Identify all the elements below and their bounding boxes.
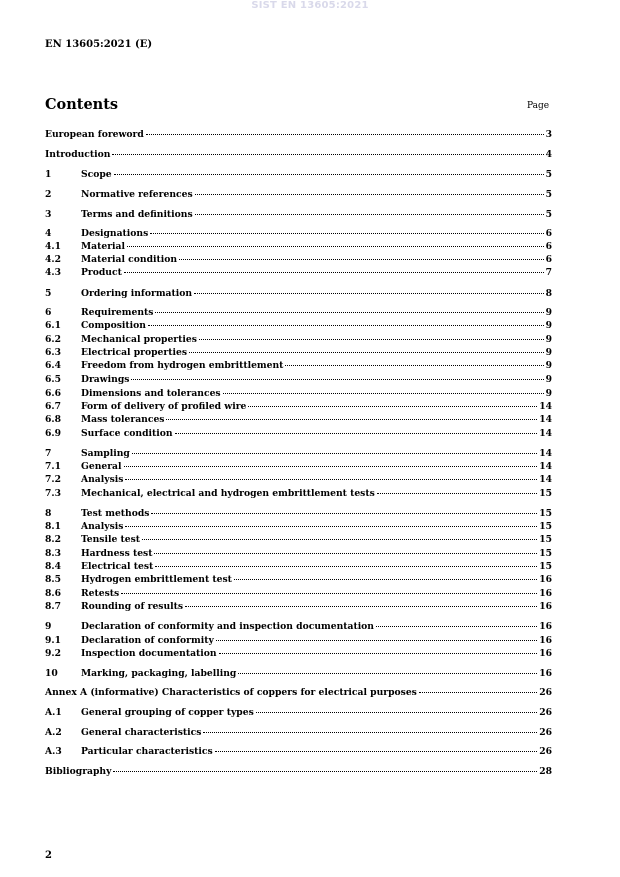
toc-entry[interactable]	[45, 745, 552, 758]
toc-entry-title: Material	[81, 241, 125, 252]
toc-entry-page: 16	[539, 574, 552, 585]
toc-dot-leader	[248, 406, 537, 407]
toc-entry-title: Particular characteristics	[81, 746, 213, 757]
toc-entry-number: 8.4	[45, 561, 61, 572]
toc-dot-leader	[151, 513, 537, 514]
toc-entry-title: General characteristics	[81, 727, 202, 738]
toc-entry-title: Ordering information	[81, 288, 193, 299]
toc-dot-leader	[203, 732, 537, 733]
toc-entry[interactable]	[45, 359, 552, 372]
toc-entry-title: Hydrogen embrittlement test	[81, 574, 232, 585]
toc-entry[interactable]	[45, 460, 552, 473]
page-column-label: Page	[527, 101, 550, 111]
document-id: EN 13605:2021 (E)	[45, 39, 153, 50]
toc-entry-title: European foreword	[45, 129, 144, 140]
toc-entry-number: 7.2	[45, 474, 61, 485]
toc-dot-leader	[189, 352, 544, 353]
toc-entry[interactable]	[45, 208, 552, 221]
toc-entry[interactable]	[45, 726, 552, 739]
toc-entry-number: 10	[45, 668, 58, 679]
toc-entry-title: Electrical test	[81, 561, 154, 572]
toc-entry[interactable]	[45, 346, 552, 359]
toc-dot-leader	[256, 712, 537, 713]
toc-dot-leader	[175, 433, 538, 434]
toc-dot-leader	[195, 194, 544, 195]
toc-entry[interactable]	[45, 547, 552, 560]
toc-entry-title: Scope	[81, 169, 112, 180]
toc-entry[interactable]	[45, 560, 552, 573]
toc-entry-title: Dimensions and tolerances	[81, 388, 221, 399]
toc-entry-number: 8	[45, 508, 52, 519]
toc-entry-number: 8.2	[45, 534, 61, 545]
toc-entry-page: 9	[545, 374, 552, 385]
toc-entry[interactable]	[45, 634, 552, 647]
toc-entry-page: 15	[539, 534, 552, 545]
toc-dot-leader	[150, 233, 543, 234]
toc-dot-leader	[148, 325, 544, 326]
toc-entry-page: 8	[545, 288, 552, 299]
toc-entry-title: Composition	[81, 320, 146, 331]
toc-dot-leader	[121, 593, 537, 594]
toc-entry[interactable]	[45, 620, 552, 633]
toc-entry[interactable]	[45, 686, 552, 699]
toc-entry-number: 6.1	[45, 320, 61, 331]
toc-entry-title: Inspection documentation	[81, 648, 217, 659]
toc-entry-title: Freedom from hydrogen embrittlement	[81, 360, 284, 371]
toc-entry-page: 16	[539, 601, 552, 612]
toc-entry[interactable]	[45, 400, 552, 413]
toc-dot-leader	[194, 293, 544, 294]
toc-entry-title: Test methods	[81, 508, 150, 519]
toc-entry-title: Material condition	[81, 254, 178, 265]
toc-entry-page: 6	[545, 241, 552, 252]
toc-dot-leader	[114, 174, 544, 175]
toc-dot-leader	[125, 479, 537, 480]
toc-entry-number: 6.2	[45, 334, 61, 345]
toc-entry-title: Analysis	[81, 474, 124, 485]
toc-entry-title: Product	[81, 267, 122, 278]
toc-dot-leader	[113, 771, 537, 772]
toc-entry-title: Terms and definitions	[81, 209, 193, 220]
page-number: 2	[45, 850, 52, 861]
toc-entry[interactable]	[45, 253, 552, 266]
toc-dot-leader	[155, 312, 543, 313]
toc-entry-title: Mechanical properties	[81, 334, 197, 345]
toc-entry-number: 8.5	[45, 574, 61, 585]
toc-entry-page: 16	[539, 621, 552, 632]
toc-entry-title: Normative references	[81, 189, 193, 200]
toc-entry-number: 4.2	[45, 254, 61, 265]
toc-entry-number: 3	[45, 209, 52, 220]
toc-entry-title: Introduction	[45, 149, 111, 160]
toc-entry-number: 8.3	[45, 548, 61, 559]
toc-entry-title: Designations	[81, 228, 149, 239]
toc-dot-leader	[124, 466, 538, 467]
toc-entry[interactable]	[45, 427, 552, 440]
toc-entry-number: A.3	[45, 746, 62, 757]
watermark: SIST EN 13605:2021	[251, 0, 369, 11]
toc-entry-number: 7.1	[45, 461, 61, 472]
toc-entry-number: 6.6	[45, 388, 61, 399]
toc-entry-title: Electrical properties	[81, 347, 187, 358]
toc-dot-leader	[377, 493, 537, 494]
toc-entry-page: 14	[539, 401, 552, 412]
toc-dot-leader	[166, 419, 537, 420]
toc-entry-page: 9	[545, 307, 552, 318]
toc-entry[interactable]	[45, 647, 552, 660]
toc-entry-page: 14	[539, 461, 552, 472]
toc-entry[interactable]	[45, 473, 552, 486]
toc-entry-page: 5	[545, 169, 552, 180]
toc-entry[interactable]	[45, 373, 552, 386]
toc-entry-number: 8.6	[45, 588, 61, 599]
toc-entry-number: 6.4	[45, 360, 61, 371]
toc-dot-leader	[125, 526, 537, 527]
toc-entry[interactable]	[45, 507, 552, 520]
toc-entry-page: 9	[545, 388, 552, 399]
toc-entry-page: 9	[545, 360, 552, 371]
toc-entry-page: 26	[539, 707, 552, 718]
toc-entry-page: 14	[539, 448, 552, 459]
toc-entry-title: Declaration of conformity	[81, 635, 214, 646]
toc-entry[interactable]	[45, 333, 552, 346]
toc-dot-leader	[124, 272, 544, 273]
toc-dot-leader	[216, 640, 537, 641]
toc-entry[interactable]	[45, 306, 552, 319]
toc-entry[interactable]	[45, 188, 552, 201]
toc-entry[interactable]	[45, 447, 552, 460]
toc-entry-number: 6.5	[45, 374, 61, 385]
toc-dot-leader	[131, 379, 543, 380]
toc-dot-leader	[185, 606, 537, 607]
toc-entry-page: 26	[539, 746, 552, 757]
toc-dot-leader	[146, 134, 544, 135]
toc-entry[interactable]	[45, 520, 552, 533]
toc-entry-number: A.1	[45, 707, 62, 718]
toc-entry-title: Marking, packaging, labelling	[81, 668, 237, 679]
toc-entry-page: 28	[539, 766, 552, 777]
toc-dot-leader	[238, 673, 537, 674]
toc-entry-title: Drawings	[81, 374, 130, 385]
toc-entry-number: 9.1	[45, 635, 61, 646]
toc-entry[interactable]	[45, 148, 552, 161]
toc-entry-title: Analysis	[81, 521, 124, 532]
toc-entry-number: 4	[45, 228, 52, 239]
toc-entry[interactable]	[45, 765, 552, 778]
toc-entry-number: 8.1	[45, 521, 61, 532]
toc-entry-number: 6.9	[45, 428, 61, 439]
toc-entry[interactable]	[45, 573, 552, 586]
toc-dot-leader	[112, 154, 543, 155]
toc-entry-page: 3	[545, 129, 552, 140]
toc-entry-page: 15	[539, 548, 552, 559]
toc-entry[interactable]	[45, 319, 552, 332]
toc-entry[interactable]	[45, 227, 552, 240]
toc-entry-page: 15	[539, 521, 552, 532]
toc-entry-number: 7.3	[45, 488, 61, 499]
toc-entry[interactable]	[45, 387, 552, 400]
toc-entry-page: 5	[545, 189, 552, 200]
toc-entry[interactable]	[45, 413, 552, 426]
toc-entry[interactable]	[45, 128, 552, 141]
toc-entry-page: 5	[545, 209, 552, 220]
toc-entry-page: 14	[539, 428, 552, 439]
toc-entry-number: 7	[45, 448, 52, 459]
toc-entry-title: Surface condition	[81, 428, 173, 439]
toc-entry-number: 1	[45, 169, 52, 180]
toc-dot-leader	[154, 553, 537, 554]
toc-dot-leader	[234, 579, 537, 580]
toc-dot-leader	[195, 214, 544, 215]
toc-entry-page: 6	[545, 228, 552, 239]
toc-entry-title: Hardness test	[81, 548, 153, 559]
toc-entry-title: Annex A (informative) Characteristics of coppers for electrical purposes	[45, 687, 417, 698]
toc-entry-number: 2	[45, 189, 52, 200]
toc-entry[interactable]	[45, 287, 552, 300]
toc-dot-leader	[132, 453, 537, 454]
toc-entry-page: 16	[539, 668, 552, 679]
toc-entry-title: General grouping of copper types	[81, 707, 254, 718]
toc-dot-leader	[376, 626, 537, 627]
toc-entry-page: 26	[539, 687, 552, 698]
toc-entry-page: 16	[539, 635, 552, 646]
toc-dot-leader	[219, 653, 538, 654]
toc-dot-leader	[155, 566, 537, 567]
toc-entry-number: 9	[45, 621, 52, 632]
toc-dot-leader	[285, 365, 543, 366]
toc-entry[interactable]	[45, 667, 552, 680]
toc-dot-leader	[419, 692, 537, 693]
toc-entry-title: Form of delivery of profiled wire	[81, 401, 247, 412]
toc-entry-page: 14	[539, 474, 552, 485]
toc-entry-page: 14	[539, 414, 552, 425]
toc-dot-leader	[199, 339, 544, 340]
toc-entry[interactable]	[45, 487, 552, 500]
toc-entry-number: 9.2	[45, 648, 61, 659]
toc-entry-page: 15	[539, 508, 552, 519]
toc-entry-title: Requirements	[81, 307, 154, 318]
toc-entry-title: Tensile test	[81, 534, 141, 545]
toc-entry[interactable]	[45, 706, 552, 719]
toc-entry-number: 6.7	[45, 401, 61, 412]
toc-entry-title: Sampling	[81, 448, 130, 459]
toc-entry-page: 15	[539, 488, 552, 499]
toc-entry[interactable]	[45, 587, 552, 600]
toc-entry-page: 15	[539, 561, 552, 572]
toc-dot-leader	[142, 539, 537, 540]
toc-entry-title: General	[81, 461, 122, 472]
toc-entry-number: 8.7	[45, 601, 61, 612]
toc-entry-page: 9	[545, 347, 552, 358]
toc-entry[interactable]	[45, 168, 552, 181]
toc-entry-page: 6	[545, 254, 552, 265]
toc-entry-number: 5	[45, 288, 52, 299]
toc-dot-leader	[127, 246, 544, 247]
toc-entry-number: 4.3	[45, 267, 61, 278]
toc-entry-page: 9	[545, 334, 552, 345]
toc-entry[interactable]	[45, 240, 552, 253]
toc-entry[interactable]	[45, 266, 552, 279]
toc-entry-page: 4	[545, 149, 552, 160]
toc-dot-leader	[179, 259, 544, 260]
toc-entry-page: 16	[539, 588, 552, 599]
toc-entry-page: 26	[539, 727, 552, 738]
toc-entry-page: 16	[539, 648, 552, 659]
toc-entry-title: Retests	[81, 588, 120, 599]
toc-entry-title: Rounding of results	[81, 601, 184, 612]
toc-entry-title: Declaration of conformity and inspection documentation	[81, 621, 374, 632]
toc-entry-number: 6.8	[45, 414, 61, 425]
toc-entry-number: 6.3	[45, 347, 61, 358]
toc-entry-title: Mechanical, electrical and hydrogen embrittlement tests	[81, 488, 375, 499]
toc-dot-leader	[215, 751, 538, 752]
toc-entry[interactable]	[45, 533, 552, 546]
toc-entry-page: 9	[545, 320, 552, 331]
toc-entry[interactable]	[45, 600, 552, 613]
toc-entry-title: Mass tolerances	[81, 414, 165, 425]
toc-entry-title: Bibliography	[45, 766, 112, 777]
toc-entry-page: 7	[545, 267, 552, 278]
toc-entry-number: A.2	[45, 727, 62, 738]
toc-dot-leader	[223, 393, 544, 394]
toc-entry-number: 6	[45, 307, 52, 318]
toc-entry-number: 4.1	[45, 241, 61, 252]
contents-title: Contents	[45, 96, 119, 113]
